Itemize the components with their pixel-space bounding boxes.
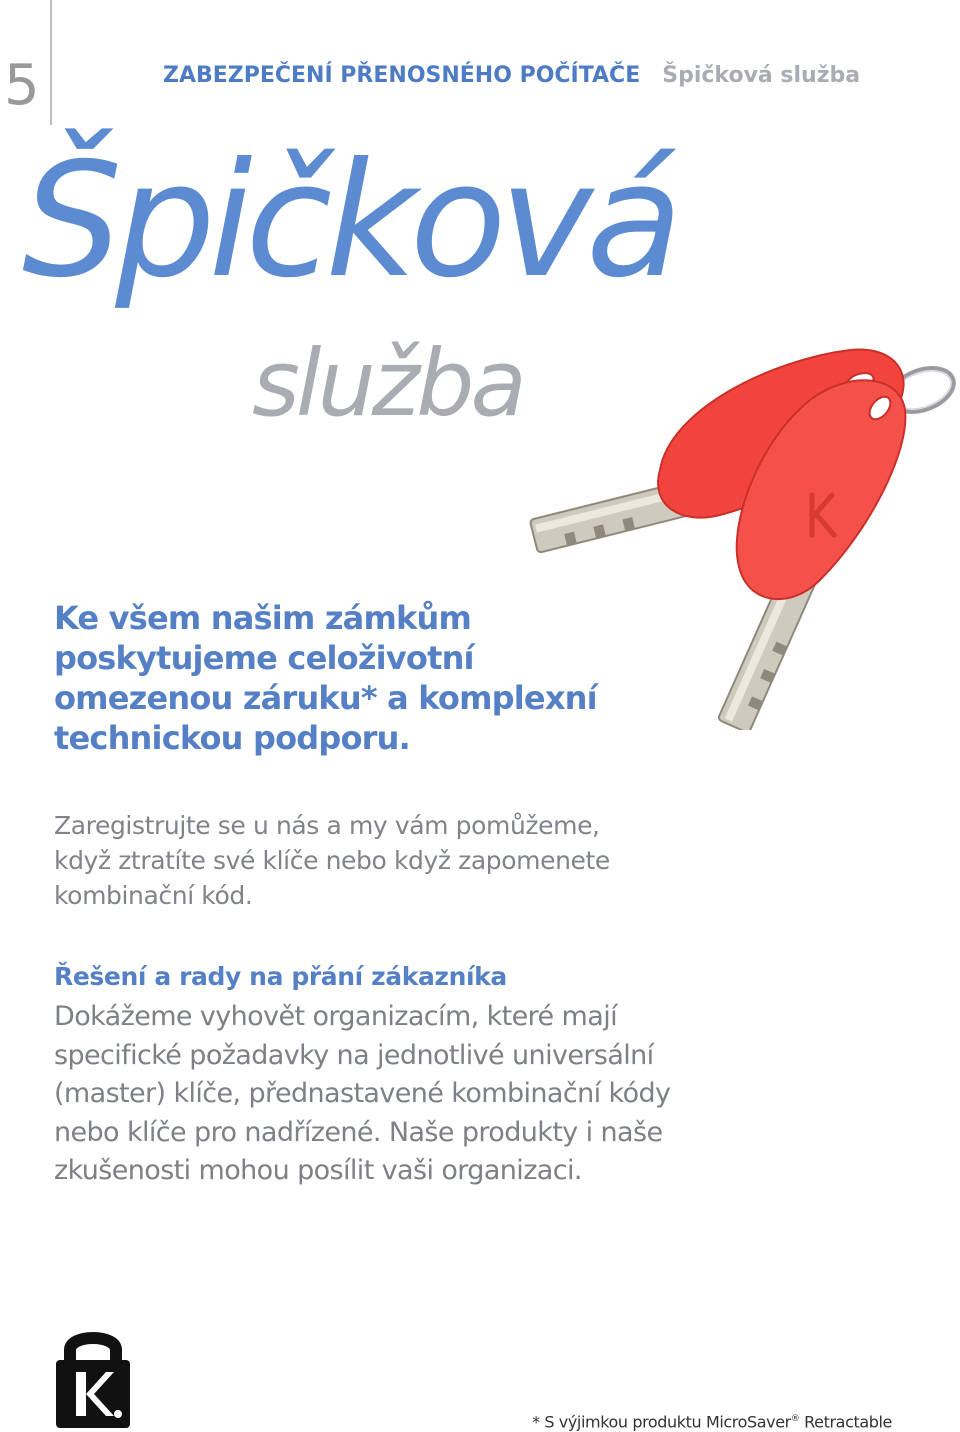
footnote-text: * S výjimkou produktu MicroSaver [532, 1412, 791, 1432]
paragraph-line: když ztratíte své klíče nebo když zapomenete [54, 846, 610, 875]
custom-solutions-paragraph [54, 998, 694, 1191]
paragraph-line: nebo klíče pro nadřízené. Naše produkty i naše [54, 1116, 663, 1148]
lead-line: Ke všem našim zámkům [54, 599, 472, 637]
paragraph-line: (master) klíče, přednastavené kombinační kódy [54, 1078, 671, 1109]
header-divider [50, 0, 52, 125]
page-header [163, 62, 860, 90]
paragraph-line: Dokážeme vyhovět organizacím, které mají [54, 1001, 617, 1032]
paragraph-line: Zaregistrujte se u nás a my vám pomůžeme, [54, 811, 600, 840]
subsection-title: Špičková služba [662, 63, 861, 88]
custom-solutions-heading: Řešení a rady na přání zákazníka [54, 962, 507, 991]
lead-statement [54, 598, 654, 758]
lead-line: omezenou záruku* a komplexní [54, 679, 597, 717]
kensington-lock-logo-icon [56, 1326, 130, 1428]
section-title: ZABEZPEČENÍ PŘENOSNÉHO POČÍTAČE [163, 63, 641, 88]
footnote [532, 1409, 892, 1432]
registered-mark: ® [790, 1414, 800, 1424]
registration-paragraph [54, 808, 674, 913]
footnote-product: Retractable [799, 1412, 892, 1432]
page-subtitle: služba [252, 330, 523, 437]
paragraph-line: specifické požadavky na jednotlivé universální [54, 1039, 654, 1071]
paragraph-line: kombinační kód. [54, 881, 253, 910]
paragraph-line: zkušenosti mohou posílit vaši organizaci. [54, 1155, 582, 1186]
lead-line: technickou podporu. [54, 719, 411, 757]
lead-line: poskytujeme celoživotní [54, 639, 474, 677]
page-title: Špičková [22, 129, 676, 313]
page-number: 5 [4, 53, 40, 118]
